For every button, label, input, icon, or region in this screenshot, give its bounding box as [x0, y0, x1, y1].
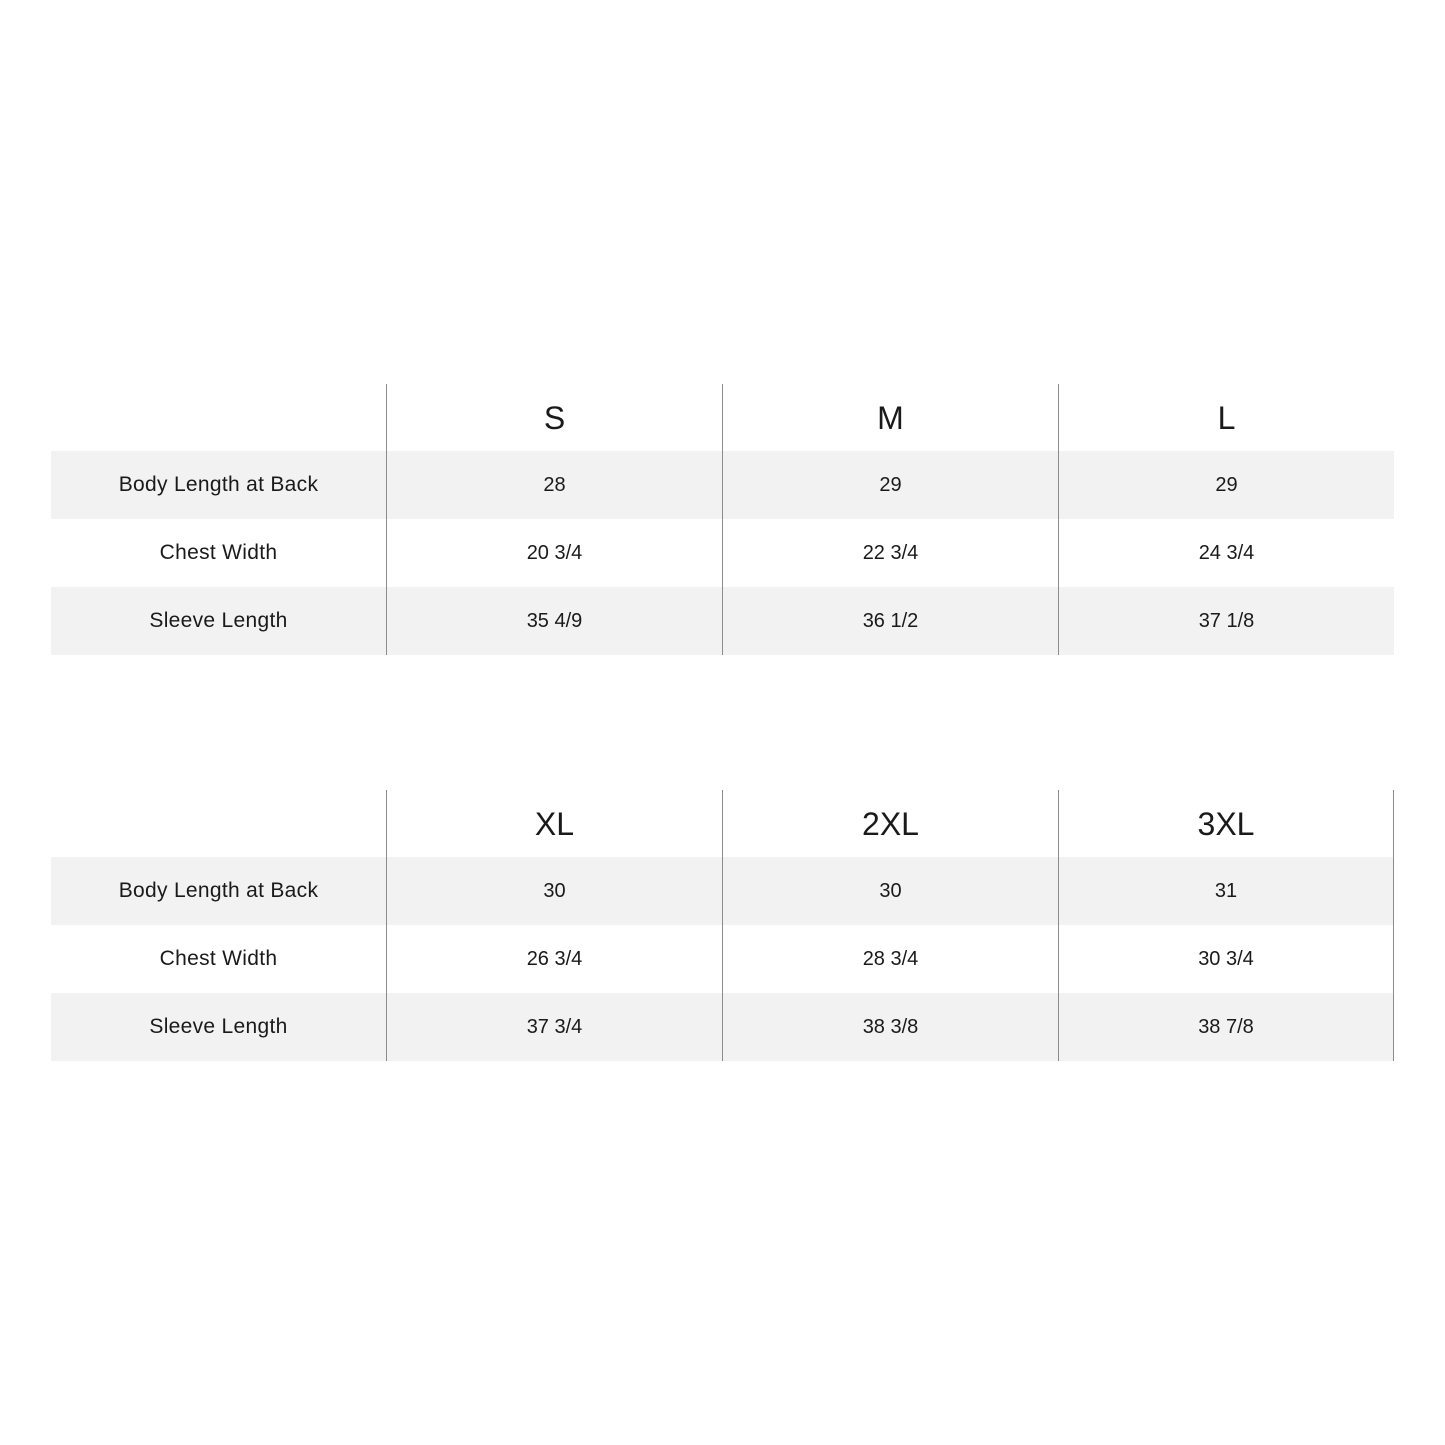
size-header-l: L: [1058, 384, 1394, 451]
row-label: Chest Width: [159, 541, 278, 564]
measurement-cell: 30: [386, 857, 722, 925]
measurement-cell: 38 7/8: [1058, 993, 1394, 1061]
measurement-cell: 37 3/4: [386, 993, 722, 1061]
size-header-row: [51, 384, 1394, 451]
measurement-cell: 30 3/4: [1058, 925, 1394, 993]
measurement-cell: 38 3/8: [722, 993, 1058, 1061]
size-header-xl: XL: [386, 790, 722, 857]
table-row: [51, 519, 1394, 587]
size-header-3xl: 3XL: [1058, 790, 1394, 857]
size-header-s: S: [386, 384, 722, 451]
row-label: Body Length at Back: [118, 473, 319, 496]
row-label: Chest Width: [159, 947, 278, 970]
table-row: [51, 925, 1394, 993]
measurement-cell: 24 3/4: [1058, 519, 1394, 587]
measurement-cell: 22 3/4: [722, 519, 1058, 587]
measurement-cell: 37 1/8: [1058, 587, 1394, 655]
measurement-cell: 28 3/4: [722, 925, 1058, 993]
measurement-cell: 26 3/4: [386, 925, 722, 993]
measurement-cell: 35 4/9: [386, 587, 722, 655]
header-empty-cell: [51, 384, 386, 451]
measurement-cell: 29: [722, 451, 1058, 519]
measurement-cell: 31: [1058, 857, 1394, 925]
table-row: [51, 857, 1394, 925]
size-header-2xl: 2XL: [722, 790, 1058, 857]
measurement-cell: 36 1/2: [722, 587, 1058, 655]
row-label: Sleeve Length: [149, 1015, 288, 1038]
measurement-cell: 30: [722, 857, 1058, 925]
size-chart-table-1: [51, 384, 1394, 655]
size-header-m: M: [722, 384, 1058, 451]
size-chart-table-2: [51, 790, 1394, 1061]
measurement-cell: 29: [1058, 451, 1394, 519]
measurement-cell: 20 3/4: [386, 519, 722, 587]
table-row: [51, 587, 1394, 655]
size-header-row: [51, 790, 1394, 857]
table-row: [51, 993, 1394, 1061]
row-label: Sleeve Length: [149, 609, 288, 632]
measurement-cell: 28: [386, 451, 722, 519]
table-row: [51, 451, 1394, 519]
header-empty-cell: [51, 790, 386, 857]
row-label: Body Length at Back: [118, 879, 319, 902]
